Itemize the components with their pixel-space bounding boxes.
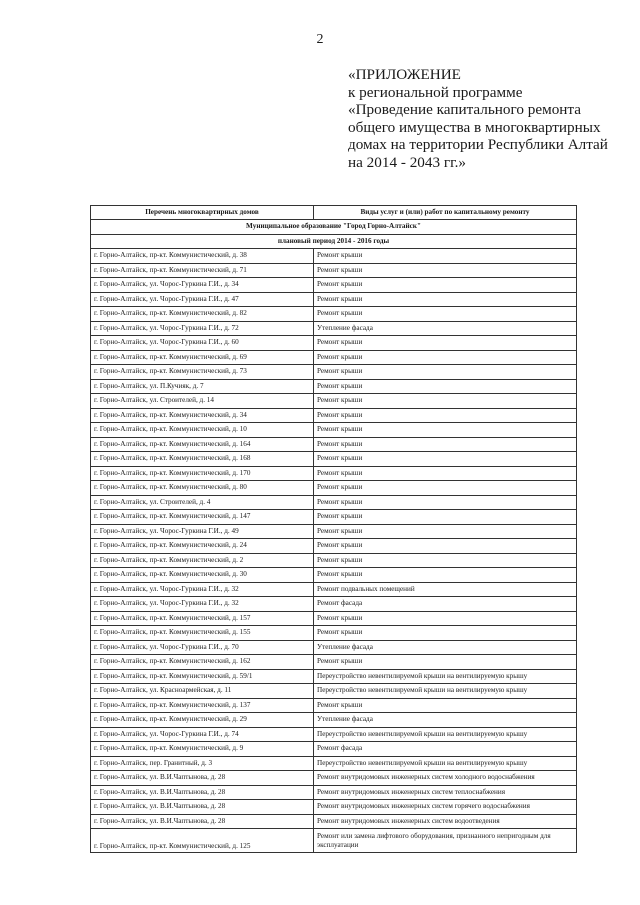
house-address-cell: г. Горно-Алтайск, ул. Чорос-Гуркина Г.И., д. 74 bbox=[91, 727, 314, 742]
house-address-cell: г. Горно-Алтайск, ул. Строителей, д. 4 bbox=[91, 495, 314, 510]
table-row bbox=[91, 539, 577, 554]
appendix-header-line: «ПРИЛОЖЕНИЕ bbox=[348, 66, 461, 83]
house-address-cell: г. Горно-Алтайск, ул. Чорос-Гуркина Г.И., д. 34 bbox=[91, 278, 314, 293]
house-address-cell: г. Горно-Алтайск, ул. П.Кучияк, д. 7 bbox=[91, 379, 314, 394]
repair-work-cell: Ремонт крыши bbox=[314, 263, 577, 278]
repair-work-cell: Ремонт крыши bbox=[314, 698, 577, 713]
repair-work-cell: Ремонт крыши bbox=[314, 553, 577, 568]
house-address-cell: г. Горно-Алтайск, пр-кт. Коммунистический, д. 59/1 bbox=[91, 669, 314, 684]
table-row bbox=[91, 249, 577, 264]
repair-work-cell: Ремонт крыши bbox=[314, 466, 577, 481]
table-row bbox=[91, 611, 577, 626]
house-address-cell: г. Горно-Алтайск, пр-кт. Коммунистический, д. 155 bbox=[91, 626, 314, 641]
repair-work-cell: Утепление фасада bbox=[314, 321, 577, 336]
table-row bbox=[91, 771, 577, 786]
repair-work-cell: Ремонт фасада bbox=[314, 742, 577, 757]
table-body bbox=[91, 220, 577, 853]
house-address-cell: г. Горно-Алтайск, пр-кт. Коммунистический, д. 2 bbox=[91, 553, 314, 568]
municipality-label: Муниципальное образование "Город Горно-Алтайск" bbox=[91, 220, 577, 235]
table-row bbox=[91, 800, 577, 815]
table-row bbox=[91, 408, 577, 423]
table-row bbox=[91, 481, 577, 496]
table-row bbox=[91, 510, 577, 525]
house-address-cell: г. Горно-Алтайск, ул. Чорос-Гуркина Г.И., д. 32 bbox=[91, 597, 314, 612]
appendix-header-line: «Проведение капитального ремонта bbox=[348, 101, 581, 119]
house-address-cell: г. Горно-Алтайск, ул. Чорос-Гуркина Г.И., д. 60 bbox=[91, 336, 314, 351]
repair-work-cell: Ремонт крыши bbox=[314, 510, 577, 525]
table-row bbox=[91, 365, 577, 380]
table-row bbox=[91, 394, 577, 409]
repair-work-cell: Ремонт крыши bbox=[314, 495, 577, 510]
house-address-cell: г. Горно-Алтайск, ул. Чорос-Гуркина Г.И., д. 72 bbox=[91, 321, 314, 336]
table-row bbox=[91, 742, 577, 757]
house-address-cell: г. Горно-Алтайск, ул. В.И.Чаптынова, д. 28 bbox=[91, 785, 314, 800]
house-address-cell: г. Горно-Алтайск, ул. В.И.Чаптынова, д. 28 bbox=[91, 814, 314, 829]
table-row bbox=[91, 597, 577, 612]
repair-work-cell: Ремонт крыши bbox=[314, 365, 577, 380]
repair-work-cell: Ремонт крыши bbox=[314, 568, 577, 583]
table-row bbox=[91, 713, 577, 728]
repair-work-cell: Ремонт внутридомовых инженерных систем водоотведения bbox=[314, 814, 577, 829]
repair-work-cell: Ремонт крыши bbox=[314, 452, 577, 467]
column-header-houses: Перечень многоквартирных домов bbox=[91, 206, 314, 220]
table-row bbox=[91, 640, 577, 655]
table-row bbox=[91, 379, 577, 394]
table-row bbox=[91, 292, 577, 307]
table-row bbox=[91, 423, 577, 438]
repair-work-cell: Ремонт крыши bbox=[314, 626, 577, 641]
house-address-cell: г. Горно-Алтайск, пр-кт. Коммунистический, д. 125 bbox=[91, 829, 314, 853]
repair-work-cell: Ремонт крыши bbox=[314, 379, 577, 394]
repair-work-cell: Ремонт крыши bbox=[314, 408, 577, 423]
table-row bbox=[91, 785, 577, 800]
repair-work-cell: Ремонт подвальных помещений bbox=[314, 582, 577, 597]
repair-work-cell: Переустройство невентилируемой крыши на вентилируемую крышу bbox=[314, 756, 577, 771]
house-address-cell: г. Горно-Алтайск, пр-кт. Коммунистический, д. 164 bbox=[91, 437, 314, 452]
table-row bbox=[91, 655, 577, 670]
table-row bbox=[91, 568, 577, 583]
repair-works-table bbox=[90, 205, 577, 853]
column-header-works: Виды услуг и (или) работ по капитальному ремонту bbox=[314, 206, 577, 220]
house-address-cell: г. Горно-Алтайск, пер. Гранитный, д. 3 bbox=[91, 756, 314, 771]
repair-work-cell: Ремонт фасада bbox=[314, 597, 577, 612]
house-address-cell: г. Горно-Алтайск, ул. В.И.Чаптынова, д. 28 bbox=[91, 771, 314, 786]
table-row bbox=[91, 495, 577, 510]
table-row bbox=[91, 582, 577, 597]
table-header-row bbox=[91, 206, 577, 220]
table-row bbox=[91, 756, 577, 771]
house-address-cell: г. Горно-Алтайск, пр-кт. Коммунистический, д. 38 bbox=[91, 249, 314, 264]
repair-work-cell: Ремонт крыши bbox=[314, 539, 577, 554]
repair-work-cell: Ремонт крыши bbox=[314, 611, 577, 626]
appendix-header-line: на 2014 - 2043 гг.» bbox=[348, 153, 466, 171]
house-address-cell: г. Горно-Алтайск, пр-кт. Коммунистический, д. 147 bbox=[91, 510, 314, 525]
house-address-cell: г. Горно-Алтайск, пр-кт. Коммунистический, д. 71 bbox=[91, 263, 314, 278]
house-address-cell: г. Горно-Алтайск, пр-кт. Коммунистический, д. 73 bbox=[91, 365, 314, 380]
table-row bbox=[91, 829, 577, 853]
table-row bbox=[91, 336, 577, 351]
house-address-cell: г. Горно-Алтайск, пр-кт. Коммунистический, д. 30 bbox=[91, 568, 314, 583]
period-row bbox=[91, 234, 577, 249]
house-address-cell: г. Горно-Алтайск, пр-кт. Коммунистический, д. 82 bbox=[91, 307, 314, 322]
house-address-cell: г. Горно-Алтайск, пр-кт. Коммунистический, д. 170 bbox=[91, 466, 314, 481]
table-row bbox=[91, 684, 577, 699]
table-row bbox=[91, 350, 577, 365]
table-row bbox=[91, 626, 577, 641]
period-label: плановый период 2014 - 2016 годы bbox=[91, 234, 577, 249]
table-row bbox=[91, 466, 577, 481]
house-address-cell: г. Горно-Алтайск, ул. В.И.Чаптынова, д. 28 bbox=[91, 800, 314, 815]
repair-work-cell: Ремонт крыши bbox=[314, 292, 577, 307]
appendix-header-line: домах на территории Республики Алтай bbox=[348, 136, 608, 154]
repair-work-cell: Ремонт крыши bbox=[314, 423, 577, 438]
repair-work-cell: Ремонт крыши bbox=[314, 524, 577, 539]
table-row bbox=[91, 727, 577, 742]
table-row bbox=[91, 263, 577, 278]
table-row bbox=[91, 452, 577, 467]
table-row bbox=[91, 669, 577, 684]
house-address-cell: г. Горно-Алтайск, ул. Чорос-Гуркина Г.И., д. 32 bbox=[91, 582, 314, 597]
repair-work-cell: Ремонт крыши bbox=[314, 394, 577, 409]
appendix-header-line: общего имущества в многоквартирных bbox=[348, 118, 601, 136]
appendix-header bbox=[348, 66, 633, 172]
house-address-cell: г. Горно-Алтайск, пр-кт. Коммунистический, д. 29 bbox=[91, 713, 314, 728]
appendix-header-line: к региональной программе bbox=[348, 83, 523, 101]
house-address-cell: г. Горно-Алтайск, пр-кт. Коммунистический, д. 9 bbox=[91, 742, 314, 757]
table-row bbox=[91, 437, 577, 452]
house-address-cell: г. Горно-Алтайск, ул. Чорос-Гуркина Г.И., д. 49 bbox=[91, 524, 314, 539]
table-row bbox=[91, 553, 577, 568]
repair-work-cell: Ремонт крыши bbox=[314, 437, 577, 452]
repair-work-cell: Утепление фасада bbox=[314, 640, 577, 655]
repair-work-cell: Ремонт крыши bbox=[314, 278, 577, 293]
repair-work-cell: Утепление фасада bbox=[314, 713, 577, 728]
repair-work-cell: Ремонт крыши bbox=[314, 655, 577, 670]
repair-work-cell: Ремонт крыши bbox=[314, 336, 577, 351]
repair-work-cell: Переустройство невентилируемой крыши на вентилируемую крышу bbox=[314, 669, 577, 684]
page-number: 2 bbox=[316, 32, 324, 47]
house-address-cell: г. Горно-Алтайск, ул. Чорос-Гуркина Г.И., д. 47 bbox=[91, 292, 314, 307]
municipality-row bbox=[91, 220, 577, 235]
house-address-cell: г. Горно-Алтайск, ул. Строителей, д. 14 bbox=[91, 394, 314, 409]
repair-work-cell: Ремонт внутридомовых инженерных систем горячего водоснабжения bbox=[314, 800, 577, 815]
house-address-cell: г. Горно-Алтайск, ул. Чорос-Гуркина Г.И., д. 70 bbox=[91, 640, 314, 655]
house-address-cell: г. Горно-Алтайск, пр-кт. Коммунистический, д. 24 bbox=[91, 539, 314, 554]
repair-work-cell: Переустройство невентилируемой крыши на вентилируемую крышу bbox=[314, 727, 577, 742]
table-row bbox=[91, 321, 577, 336]
repair-work-cell: Ремонт крыши bbox=[314, 481, 577, 496]
house-address-cell: г. Горно-Алтайск, пр-кт. Коммунистический, д. 34 bbox=[91, 408, 314, 423]
repair-work-cell: Ремонт крыши bbox=[314, 307, 577, 322]
table-row bbox=[91, 698, 577, 713]
house-address-cell: г. Горно-Алтайск, пр-кт. Коммунистический, д. 168 bbox=[91, 452, 314, 467]
repair-work-cell: Переустройство невентилируемой крыши на вентилируемую крышу bbox=[314, 684, 577, 699]
house-address-cell: г. Горно-Алтайск, пр-кт. Коммунистический, д. 157 bbox=[91, 611, 314, 626]
table-row bbox=[91, 524, 577, 539]
repair-work-cell: Ремонт внутридомовых инженерных систем теплоснабжения bbox=[314, 785, 577, 800]
repair-work-cell: Ремонт внутридомовых инженерных систем холодного водоснабжения bbox=[314, 771, 577, 786]
house-address-cell: г. Горно-Алтайск, пр-кт. Коммунистический, д. 80 bbox=[91, 481, 314, 496]
repair-work-cell: Ремонт или замена лифтового оборудования, признанного непригодным для эксплуатации bbox=[314, 829, 577, 853]
house-address-cell: г. Горно-Алтайск, ул. Красноармейская, д. 11 bbox=[91, 684, 314, 699]
repair-work-cell: Ремонт крыши bbox=[314, 350, 577, 365]
house-address-cell: г. Горно-Алтайск, пр-кт. Коммунистический, д. 162 bbox=[91, 655, 314, 670]
house-address-cell: г. Горно-Алтайск, пр-кт. Коммунистический, д. 69 bbox=[91, 350, 314, 365]
table-row bbox=[91, 307, 577, 322]
house-address-cell: г. Горно-Алтайск, пр-кт. Коммунистический, д. 10 bbox=[91, 423, 314, 438]
house-address-cell: г. Горно-Алтайск, пр-кт. Коммунистический, д. 137 bbox=[91, 698, 314, 713]
table-row bbox=[91, 278, 577, 293]
table-row bbox=[91, 814, 577, 829]
repair-work-cell: Ремонт крыши bbox=[314, 249, 577, 264]
